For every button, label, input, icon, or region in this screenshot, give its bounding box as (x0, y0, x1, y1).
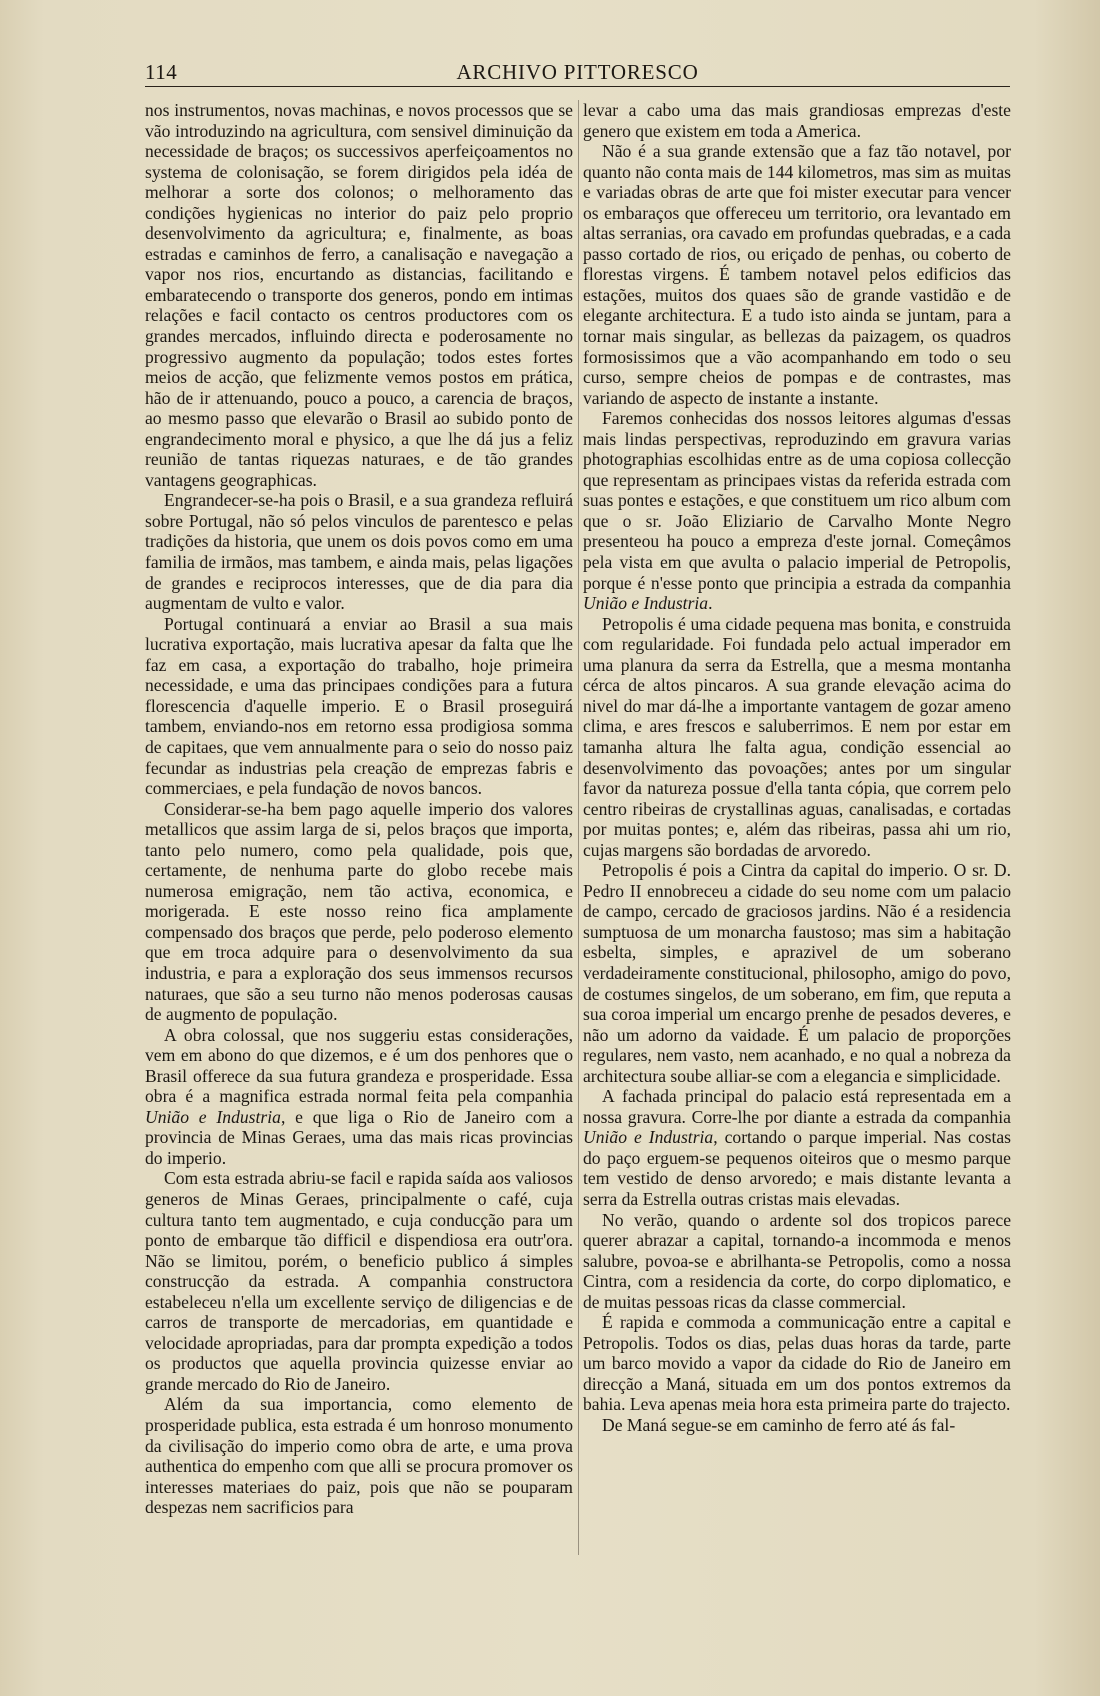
paragraph (583, 141, 1011, 408)
paragraph (583, 1415, 1011, 1436)
paragraph-text: É rapida e commoda a communicação entre a capital e Petropolis. Todos os dias, pelas duas horas da tarde, parte um barco movido a vapor da cidade do Rio de Janeiro em direcção a Maná, situada em um dos pontos extremos da bahia. Leva apenas meia hora esta primeira parte do trajecto. (583, 1312, 1011, 1415)
paragraph-text: Considerar-se-ha bem pago aquelle imperio dos valores metallicos que assim larga de si, pelos braços que importa, tanto pelo numero, como pela qualidade, pois que, certamente, de nenhuma parte do globo recebe mais numerosa emigração, nem tão activa, economica, e morigerada. E este nosso reino fica amplamente compensado dos braços que perde, pelo poderoso elemento que em troca adquire para o desenvolvimento da sua industria, e para a exploração dos seus immensos recursos naturaes, que são a seu turno não menos poderosas causas de augmento de população. (145, 798, 573, 1025)
paragraph-text: levar a cabo uma das mais grandiosas emprezas d'este genero que existem em toda a America. (583, 100, 1011, 141)
paragraph-text: No verão, quando o ardente sol dos tropicos parece querer abrazar a capital, tornando-a incommoda e menos salubre, povoa-se e abrilhanta-se Petropolis, como a nossa Cintra, com a residencia da corte, do corpo diplomatico, e de muitas pessoas ricas da classe commercial. (583, 1209, 1011, 1312)
paragraph-text: Petropolis é pois a Cintra da capital do imperio. O sr. D. Pedro II ennobreceu a cidade do seu nome com um palacio de campo, cercado de graciosos jardins. Não é a residencia sumptuosa de um monarcha faustoso; mas sim a habitação esbelta, simples, e aprazivel de um soberano verdadeiramente constitucional, philosopho, amigo do povo, de costumes singelos, de um soberano, em fim, que reputa a sua coroa imperial um encargo prenhe de pesados deveres, e não um adorno da vaidade. É um palacio de proporções regulares, nem vasto, nem acanhado, e no qual a nobreza da architectura soube alliar-se com a elegancia e simplicidade. (583, 860, 1011, 1086)
italic-title: União e Industria (583, 593, 709, 614)
paragraph-text: . (708, 593, 713, 614)
paragraph (145, 1168, 573, 1394)
paragraph (583, 860, 1011, 1086)
italic-title: União e Industria (145, 1106, 281, 1127)
paragraph-text: Além da sua importancia, como elemento de prosperidade publica, esta estrada é um honroso monumento da civilisação do imperio como obra de arte, e uma prova authentica do empenho com que alli se procura promover os interesses materiaes do paiz, pois que não se pouparam despezas nem sacrificios para (145, 1394, 573, 1518)
page-number: 114 (145, 60, 178, 84)
paragraph (145, 614, 573, 799)
paragraph (145, 1394, 573, 1517)
paragraph-text: De Maná segue-se em caminho de ferro até ás fal- (602, 1415, 956, 1435)
running-title: ARCHIVO PITTORESCO (456, 60, 699, 84)
italic-title: União e Industria (583, 1127, 714, 1148)
paragraph-text: nos instrumentos, novas machinas, e novos processos que se vão introduzindo na agricultura, com sensivel diminuição da necessidade de braços; os successivos aperfeiçoamentos no systema de colonisação, se forem dirigidos pela idéa de melhorar a sorte dos colonos; o melhoramento das condições hygienicas no interior do paiz pelo proprio desenvolvimento da agricultura; e, finalmente, as boas estradas e caminhos de ferro, a canalisação e navegação a vapor nos rios, encurtando as distancias, facilitando e embaratecendo o transporte dos generos, pondo em intimas relações e facil contacto os centros productores com os grandes mercados, influindo directa e poderosamente no progressivo augmento da população; todos estes fortes meios de acção, que felizmente vemos postos em prática, hão de ir attenuando, pouco a pouco, a carencia de braços, ao mesmo passo que elevarão o Brasil ao subido ponto de engrandecimento moral e physico, a que lhe dá jus a feliz reunião de tantas riquezas naturaes, e de tão grandes vantagens geographicas. (145, 100, 573, 490)
paragraph-text: Com esta estrada abriu-se facil e rapida saída aos valiosos generos de Minas Geraes, principalmente o café, cuja cultura tanto tem augmentado, e cuja conducção para um ponto de embarque tão difficil e dispendiosa era outr'ora. Não se limitou, porém, o beneficio publico á simples construcção da estrada. A companhia constructora estabeleceu n'ella um excellente serviço de diligencias e de carros de transporte de mercadorias, em quantidade e velocidade apropriadas, para dar prompta expedição a todos os productos que aquella provincia quizesse enviar ao grande mercado do Rio de Janeiro. (145, 1168, 573, 1394)
paragraph-text: A obra colossal, que nos suggeriu estas considerações, vem em abono do que dizemos, e é um dos penhores que o Brasil offerece da sua futura grandeza e prosperidade. Essa obra é a magnifica estrada normal feita pela companhia (145, 1024, 573, 1107)
paragraph (583, 408, 1011, 613)
paragraph (583, 100, 1011, 141)
left-column (145, 100, 573, 1518)
paragraph-text: Engrandecer-se-ha pois o Brasil, e a sua grandeza refluirá sobre Portugal, não só pelos vinculos de parentesco e pelas tradições da historia, que unem os dois povos como em uma familia de irmãos, mas tambem, e ainda mais, pelas ligações de grandes e reciprocos interesses, que de dia para dia augmentam de vulto e valor. (145, 490, 573, 614)
paragraph (583, 1312, 1011, 1415)
column-divider (578, 100, 579, 1555)
paragraph-text: , cortando o parque imperial. Nas costas do paço erguem-se pequenos oiteiros que o mesmo parque tem vestido de denso arvoredo; e mais distante levanta a serra da Estrella outras cristas mais elevadas. (583, 1127, 1011, 1209)
paragraph (145, 1025, 573, 1169)
paragraph-text: Não é a sua grande extensão que a faz tão notavel, por quanto não conta mais de 144 kilometros, mas sim as muitas e variadas obras de arte que foi mister executar para vencer os embaraços que offereceu um territorio, ora levantado em altas serranias, ora cavado em profundas quebradas, e a cada passo cortado de rios, ou eriçado de penhas, ou coberto de florestas virgens. É tambem notavel pelos edificios das estações, muitos dos quaes são de grande vastidão e de elegante architectura. E a tudo isto ainda se juntam, para a tornar mais singular, as bellezas da paizagem, os quadros formosissimos que a vão acompanhando em todo o seu curso, sempre cheios de pompas e de contrastes, mas variando de aspecto de instante a instante. (583, 141, 1011, 408)
paragraph-text: A fachada principal do palacio está representada em a nossa gravura. Corre-lhe por diante a estrada da companhia (583, 1086, 1011, 1127)
paragraph-text: , e que liga o Rio de Janeiro com a provincia de Minas Geraes, uma das mais ricas provincias do imperio. (145, 1106, 574, 1168)
paragraph (583, 1086, 1011, 1209)
paragraph (583, 1210, 1011, 1313)
paragraph (145, 799, 573, 1025)
right-column (583, 100, 1011, 1436)
paragraph (145, 490, 573, 613)
paragraph-text: Portugal continuará a enviar ao Brasil a sua mais lucrativa exportação, mais lucrativa apesar da falta que lhe faz em casa, a exportação do trabalho, hoje primeira necessidade, e uma das principaes condições para a futura florescencia d'aquelle imperio. E o Brasil proseguirá tambem, enviando-nos em retorno essa prodigiosa somma de capitaes, que vem annualmente para o seio do nosso paiz fecundar as industrias pela creação de emprezas fabris e commerciaes, e pela fundação de novos bancos. (145, 613, 573, 799)
paragraph (583, 614, 1011, 861)
paragraph (145, 100, 573, 490)
paragraph-text: Faremos conhecidas dos nossos leitores algumas d'essas mais lindas perspectivas, reproduzindo em gravura varias photographias escolhidas entre as de uma copiosa collecção que representam as principaes vistas da referida estrada com suas pontes e estações, e que constituem um rico album com que o sr. João Eliziario de Carvalho Monte Negro presenteou ha pouco a empreza d'este jornal. Começâmos pela vista em que avulta o palacio imperial de Petropolis, porque é n'esse ponto que principia a estrada da companhia (583, 408, 1011, 593)
page-header (145, 60, 1010, 87)
paragraph-text: Petropolis é uma cidade pequena mas bonita, e construida com regularidade. Foi fundada pelo actual imperador em uma planura da serra da Estrella, que a mesma montanha cérca de altos pincaros. A sua grande elevação acima do nivel do mar dá-lhe a importante vantagem de gozar ameno clima, e ares frescos e saluberrimos. E nem por estar em tamanha altura lhe falta agua, condição essencial ao desenvolvimento das povoações; antes por um singular favor da natureza possue d'ella tanta cópia, que correm pelo centro ribeiras de crystallinas aguas, canalisadas, e cortadas por muitas pontes; e, além das ribeiras, passa ahi um rio, cujas margens são bordadas de arvoredo. (583, 613, 1011, 860)
